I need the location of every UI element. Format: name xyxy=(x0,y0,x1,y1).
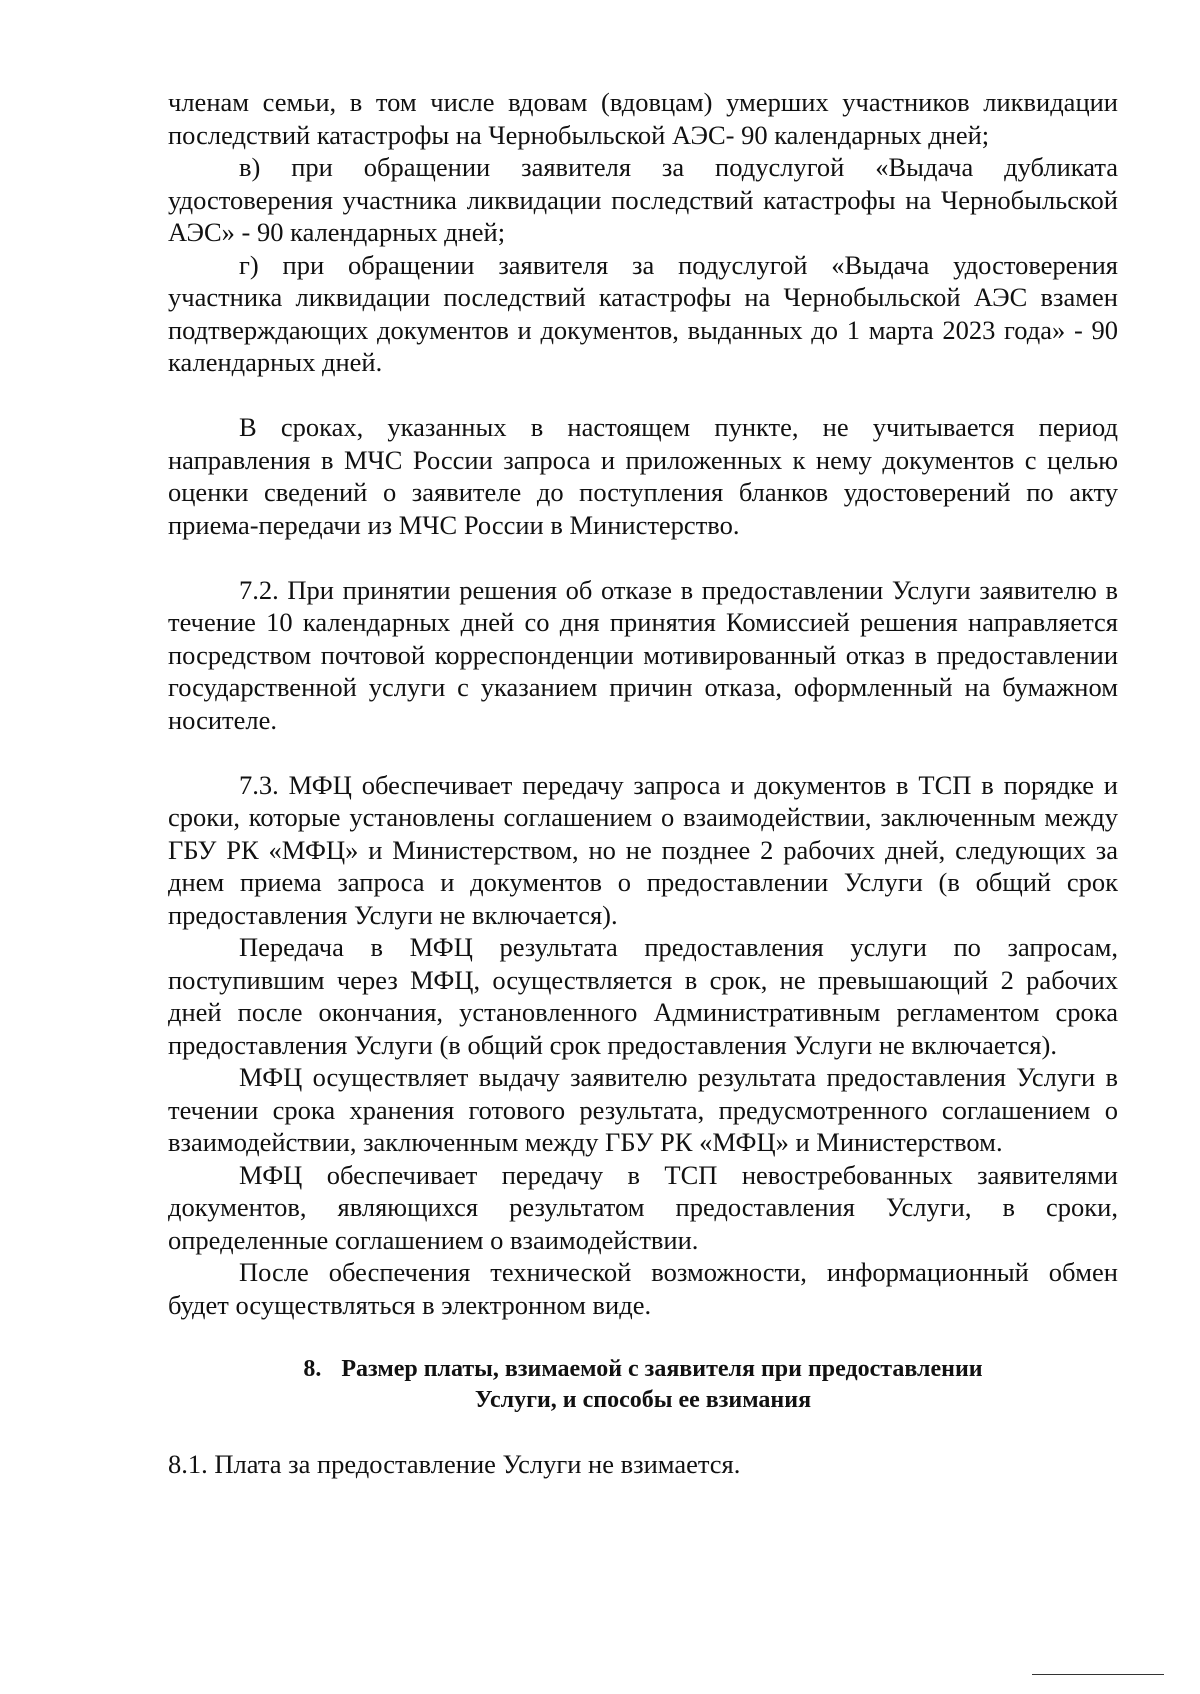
paragraph-family-members: членам семьи, в том числе вдовам (вдовцам) умерших участников ликвидации последствий катастрофы на Чернобыльской АЭС- 90 календарных дней; xyxy=(168,87,1118,150)
section-8-title-line-2: Услуги, и способы ее взимания xyxy=(474,1386,812,1413)
paragraph-mfc-unclaimed: МФЦ обеспечивает передачу в ТСП невостребованных заявителями документов, являющихся результатом предоставления Услуги, в сроки, определенные соглашением о взаимодействии. xyxy=(168,1159,1118,1255)
paragraph-item-v: в) при обращении заявителя за подуслугой «Выдача дубликата удостоверения участника ликвидации последствий катастрофы на Чернобыльской АЭС» - 90 календарных дней; xyxy=(168,152,1118,247)
paragraph-mfc-transfer: Передача в МФЦ результата предоставления услуги по запросам, поступившим через МФЦ, осуществляется в срок, не превышающий 2 рабочих дней после окончания, установленного Административным регламентом срока предоставления Услуги (в общий срок предоставления Услуги не включается). xyxy=(168,932,1118,1060)
spacer xyxy=(168,379,1118,412)
paragraph-item-g: г) при обращении заявителя за подуслугой «Выдача удостоверения участника ликвидации последствий катастрофы на Чернобыльской АЭС взамен подтверждающих документов и документов, выданных до 1 марта 2023 года» - 90 календарных дней. xyxy=(168,249,1118,377)
section-8-heading xyxy=(168,1354,1118,1416)
section-8-title-line-1: Размер платы, взимаемой с заявителя при предоставлении xyxy=(341,1355,983,1382)
paragraph-7-2: 7.2. При принятии решения об отказе в предоставлении Услуги заявителю в течение 10 календарных дней со дня принятия Комиссией решения направляется посредством почтовой корреспонденции мотивированный отказ в предоставлении государственной услуги с указанием причин отказа, оформленный на бумажном носителе. xyxy=(168,574,1118,735)
paragraph-8-1: 8.1. Плата за предоставление Услуги не взимается. xyxy=(168,1449,741,1479)
footer-rule xyxy=(1032,1674,1164,1675)
paragraph-7-3: 7.3. МФЦ обеспечивает передачу запроса и документов в ТСП в порядке и сроки, которые установлены соглашением о взаимодействии, заключенным между ГБУ РК «МФЦ» и Министерством, но не позднее 2 рабочих дней, следующих за днем приема запроса и документов о предоставлении Услуги (в общий срок предоставления Услуги не включается). xyxy=(168,769,1118,930)
paragraph-electronic-exchange: После обеспечения технической возможности, информационный обмен будет осуществляться в электронном виде. xyxy=(168,1257,1118,1320)
spacer xyxy=(168,736,1118,769)
paragraph-terms-note: В сроках, указанных в настоящем пункте, не учитывается период направления в МЧС России запроса и приложенных к нему документов с целью оценки сведений о заявителе до поступления бланков удостоверений по акту приема-передачи из МЧС России в Министерство. xyxy=(168,412,1118,540)
document-page xyxy=(168,86,1118,1481)
paragraph-mfc-issue: МФЦ осуществляет выдачу заявителю результата предоставления Услуги в течении срока хранения готового результата, предусмотренного соглашением о взаимодействии, заключенным между ГБУ РК «МФЦ» и Министерством. xyxy=(168,1062,1118,1157)
section-8-number: 8. xyxy=(303,1355,322,1382)
spacer xyxy=(168,1416,1118,1449)
section-8-heading-line-1 xyxy=(168,1354,1118,1385)
spacer xyxy=(168,1321,1118,1354)
spacer xyxy=(168,541,1118,574)
